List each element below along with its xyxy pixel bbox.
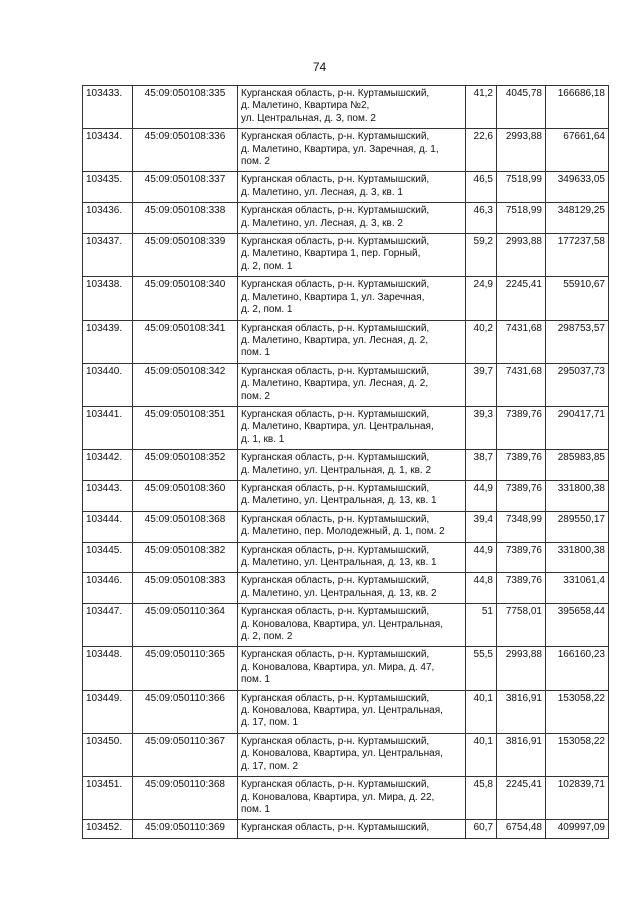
- address-cell: [238, 86, 466, 129]
- area-cell: 41,2: [466, 86, 497, 129]
- table-row: [83, 86, 609, 129]
- table-row: [83, 480, 609, 511]
- cadastral-value-cell: 55910,67: [546, 277, 609, 320]
- table-row: [83, 172, 609, 203]
- address-line: д. Малетино, ул. Центральная, д. 1, кв. 2: [241, 464, 432, 476]
- address-line: д. 2, пом. 1: [241, 304, 293, 316]
- unit-value-cell: 7431,68: [497, 363, 546, 406]
- address-line: д. Коновалова, Квартира, ул. Центральная,: [241, 705, 443, 717]
- row-number-cell: 103440.: [83, 363, 133, 406]
- row-number-cell: 103445.: [83, 542, 133, 573]
- table-row: [83, 234, 609, 277]
- address-line: д. Малетино, ул. Центральная, д. 13, кв. 2: [241, 587, 437, 599]
- cadastral-number-cell: 45:09:050108:351: [133, 406, 238, 449]
- unit-value-cell: 7518,99: [497, 172, 546, 203]
- address-line: Курганская область, р-н. Куртамышский,: [241, 408, 430, 420]
- row-number-cell: 103439.: [83, 320, 133, 363]
- unit-value-cell: 2245,41: [497, 777, 546, 820]
- address-cell: [238, 450, 466, 481]
- cadastral-value-cell: 298753,57: [546, 320, 609, 363]
- cadastral-value-cell: 290417,71: [546, 406, 609, 449]
- unit-value-cell: 2993,88: [497, 647, 546, 690]
- row-number-cell: 103448.: [83, 647, 133, 690]
- address-cell: [238, 733, 466, 776]
- address-cell: [238, 480, 466, 511]
- address-line: пом. 2: [241, 156, 270, 168]
- cadastral-value-cell: 348129,25: [546, 203, 609, 234]
- area-cell: 44,9: [466, 480, 497, 511]
- address-line: д. Малетино, Квартира, ул. Лесная, д. 2,: [241, 378, 429, 390]
- area-cell: 40,2: [466, 320, 497, 363]
- address-cell: [238, 277, 466, 320]
- cadastral-number-cell: 45:09:050108:360: [133, 480, 238, 511]
- area-cell: 46,3: [466, 203, 497, 234]
- table-row: [83, 733, 609, 776]
- row-number-cell: 103442.: [83, 450, 133, 481]
- row-number-cell: 103433.: [83, 86, 133, 129]
- row-number-cell: 103438.: [83, 277, 133, 320]
- address-cell: [238, 406, 466, 449]
- address-line: Курганская область, р-н. Куртамышский,: [241, 482, 430, 494]
- address-cell: [238, 363, 466, 406]
- table-row: [83, 777, 609, 820]
- address-line: Курганская область, р-н. Куртамышский,: [241, 649, 430, 661]
- area-cell: 39,3: [466, 406, 497, 449]
- cadastral-value-cell: 166686,18: [546, 86, 609, 129]
- table-row: [83, 573, 609, 604]
- cadastral-value-cell: 331800,38: [546, 542, 609, 573]
- address-line: Курганская область, р-н. Куртамышский,: [241, 513, 430, 525]
- unit-value-cell: 7389,76: [497, 450, 546, 481]
- address-line: д. Малетино, Квартира, ул. Центральная,: [241, 421, 434, 433]
- area-cell: 40,1: [466, 690, 497, 733]
- address-cell: [238, 573, 466, 604]
- address-cell: [238, 203, 466, 234]
- address-line: Курганская область, р-н. Куртамышский,: [241, 322, 430, 334]
- address-line: Курганская область, р-н. Куртамышский,: [241, 174, 430, 186]
- address-line: д. Малетино, пер. Молодежный, д. 1, пом. 2: [241, 526, 445, 538]
- cadastral-value-cell: 285983,85: [546, 450, 609, 481]
- address-line: д. Малетино, ул. Лесная, д. 3, кв. 1: [241, 186, 403, 198]
- row-number-cell: 103451.: [83, 777, 133, 820]
- address-line: д. Коновалова, Квартира, ул. Центральная,: [241, 618, 443, 630]
- table-row: [83, 363, 609, 406]
- address-cell: [238, 542, 466, 573]
- cadastral-value-cell: 67661,64: [546, 129, 609, 172]
- cadastral-value-cell: 177237,58: [546, 234, 609, 277]
- cadastral-value-cell: 153058,22: [546, 690, 609, 733]
- cadastral-number-cell: 45:09:050110:365: [133, 647, 238, 690]
- table-row: [83, 129, 609, 172]
- address-cell: [238, 604, 466, 647]
- cadastral-value-cell: 331800,38: [546, 480, 609, 511]
- unit-value-cell: 4045,78: [497, 86, 546, 129]
- address-cell: [238, 777, 466, 820]
- area-cell: 51: [466, 604, 497, 647]
- area-cell: 24,9: [466, 277, 497, 320]
- page-number: 74: [312, 60, 327, 74]
- cadastral-number-cell: 45:09:050110:364: [133, 604, 238, 647]
- cadastral-number-cell: 45:09:050110:366: [133, 690, 238, 733]
- unit-value-cell: 7758,01: [497, 604, 546, 647]
- table-row: [83, 320, 609, 363]
- address-cell: [238, 511, 466, 542]
- address-line: Курганская область, р-н. Куртамышский,: [241, 279, 430, 291]
- cadastral-number-cell: 45:09:050110:369: [133, 820, 238, 838]
- cadastral-value-cell: 289550,17: [546, 511, 609, 542]
- cadastral-number-cell: 45:09:050108:342: [133, 363, 238, 406]
- address-line: Курганская область, р-н. Куртамышский,: [241, 606, 430, 618]
- address-line: д. Коновалова, Квартира, ул. Мира, д. 47,: [241, 661, 435, 673]
- address-line: пом. 1: [241, 347, 270, 359]
- unit-value-cell: 7348,99: [497, 511, 546, 542]
- address-cell: [238, 129, 466, 172]
- address-line: Курганская область, р-н. Куртамышский,: [241, 452, 430, 464]
- area-cell: 22,6: [466, 129, 497, 172]
- cadastral-value-cell: 166160,23: [546, 647, 609, 690]
- area-cell: 44,9: [466, 542, 497, 573]
- table-row: [83, 450, 609, 481]
- cadastral-number-cell: 45:09:050108:352: [133, 450, 238, 481]
- address-cell: [238, 172, 466, 203]
- address-line: пом. 1: [241, 803, 270, 815]
- table-row: [83, 511, 609, 542]
- area-cell: 39,4: [466, 511, 497, 542]
- cadastral-number-cell: 45:09:050110:368: [133, 777, 238, 820]
- cadastral-number-cell: 45:09:050108:338: [133, 203, 238, 234]
- row-number-cell: 103452.: [83, 820, 133, 838]
- address-cell: [238, 647, 466, 690]
- address-cell: [238, 820, 466, 838]
- table-row: [83, 690, 609, 733]
- cadastral-value-cell: 295037,73: [546, 363, 609, 406]
- address-line: д. Коновалова, Квартира, ул. Мира, д. 22,: [241, 791, 435, 803]
- address-line: д. Малетино, ул. Центральная, д. 13, кв. 1: [241, 495, 437, 507]
- address-line: Курганская область, р-н. Куртамышский,: [241, 735, 430, 747]
- address-line: д. 2, пом. 1: [241, 260, 293, 272]
- table-row: [83, 647, 609, 690]
- address-line: д. 17, пом. 1: [241, 717, 299, 729]
- cadastral-number-cell: 45:09:050108:337: [133, 172, 238, 203]
- table-row: [83, 277, 609, 320]
- address-line: Курганская область, р-н. Куртамышский,: [241, 779, 430, 791]
- address-line: д. Малетино, Квартира №2,: [241, 100, 370, 112]
- cadastral-number-cell: 45:09:050108:341: [133, 320, 238, 363]
- address-line: Курганская область, р-н. Куртамышский,: [241, 88, 430, 99]
- area-cell: 59,2: [466, 234, 497, 277]
- address-line: Курганская область, р-н. Куртамышский,: [241, 575, 430, 587]
- cadastral-value-cell: 349633,05: [546, 172, 609, 203]
- cadastral-value-cell: 395658,44: [546, 604, 609, 647]
- address-line: д. Малетино, Квартира 1, пер. Горный,: [241, 248, 421, 260]
- address-line: Курганская область, р-н. Куртамышский,: [241, 544, 430, 556]
- area-cell: 38,7: [466, 450, 497, 481]
- area-cell: 40,1: [466, 733, 497, 776]
- area-cell: 44,8: [466, 573, 497, 604]
- property-registry-table: [82, 85, 609, 839]
- table-row: [83, 820, 609, 838]
- unit-value-cell: 6754,48: [497, 820, 546, 838]
- address-line: Курганская область, р-н. Куртамышский,: [241, 131, 430, 143]
- address-line: пом. 1: [241, 674, 270, 686]
- cadastral-value-cell: 331061,4: [546, 573, 609, 604]
- cadastral-number-cell: 45:09:050108:336: [133, 129, 238, 172]
- cadastral-value-cell: 153058,22: [546, 733, 609, 776]
- address-line: д. 1, кв. 1: [241, 433, 285, 445]
- table-row: [83, 406, 609, 449]
- row-number-cell: 103449.: [83, 690, 133, 733]
- area-cell: 46,5: [466, 172, 497, 203]
- unit-value-cell: 7389,76: [497, 542, 546, 573]
- cadastral-number-cell: 45:09:050108:368: [133, 511, 238, 542]
- address-line: д. 17, пом. 2: [241, 760, 299, 772]
- address-line: Курганская область, р-н. Куртамышский,: [241, 365, 430, 377]
- address-line: ул. Центральная, д. 3, пом. 2: [241, 112, 376, 124]
- row-number-cell: 103443.: [83, 480, 133, 511]
- row-number-cell: 103446.: [83, 573, 133, 604]
- address-line: д. Коновалова, Квартира, ул. Центральная,: [241, 748, 443, 760]
- unit-value-cell: 7518,99: [497, 203, 546, 234]
- address-cell: [238, 320, 466, 363]
- unit-value-cell: 7389,76: [497, 406, 546, 449]
- cadastral-number-cell: 45:09:050108:340: [133, 277, 238, 320]
- address-line: Курганская область, р-н. Куртамышский,: [241, 236, 430, 248]
- table-row: [83, 604, 609, 647]
- address-line: д. Малетино, ул. Лесная, д. 3, кв. 2: [241, 217, 403, 229]
- table-row: [83, 203, 609, 234]
- address-line: Курганская область, р-н. Куртамышский,: [241, 692, 430, 704]
- unit-value-cell: 2993,88: [497, 234, 546, 277]
- area-cell: 60,7: [466, 820, 497, 838]
- row-number-cell: 103441.: [83, 406, 133, 449]
- row-number-cell: 103436.: [83, 203, 133, 234]
- unit-value-cell: 7389,76: [497, 480, 546, 511]
- registry-body: [83, 86, 609, 839]
- address-line: д. Малетино, ул. Центральная, д. 13, кв. 1: [241, 557, 437, 568]
- row-number-cell: 103450.: [83, 733, 133, 776]
- cadastral-number-cell: 45:09:050108:382: [133, 542, 238, 573]
- unit-value-cell: 7389,76: [497, 573, 546, 604]
- address-line: Курганская область, р-н. Куртамышский,: [241, 205, 430, 217]
- address-cell: [238, 690, 466, 733]
- address-line: д. Малетино, Квартира 1, ул. Заречная,: [241, 291, 425, 303]
- row-number-cell: 103434.: [83, 129, 133, 172]
- cadastral-number-cell: 45:09:050108:339: [133, 234, 238, 277]
- cadastral-value-cell: 102839,71: [546, 777, 609, 820]
- address-line: д. Малетино, Квартира, ул. Лесная, д. 2,: [241, 334, 429, 346]
- row-number-cell: 103447.: [83, 604, 133, 647]
- cadastral-number-cell: 45:09:050108:383: [133, 573, 238, 604]
- address-line: пом. 2: [241, 390, 270, 402]
- area-cell: 55,5: [466, 647, 497, 690]
- address-line: д. Малетино, Квартира, ул. Заречная, д. 1,: [241, 143, 439, 155]
- row-number-cell: 103437.: [83, 234, 133, 277]
- unit-value-cell: 3816,91: [497, 690, 546, 733]
- table-row: [83, 542, 609, 573]
- cadastral-value-cell: 409997,09: [546, 820, 609, 838]
- unit-value-cell: 7431,68: [497, 320, 546, 363]
- cadastral-number-cell: 45:09:050110:367: [133, 733, 238, 776]
- unit-value-cell: 3816,91: [497, 733, 546, 776]
- address-cell: [238, 234, 466, 277]
- unit-value-cell: 2245,41: [497, 277, 546, 320]
- unit-value-cell: 2993,88: [497, 129, 546, 172]
- area-cell: 39,7: [466, 363, 497, 406]
- address-line: д. 2, пом. 2: [241, 631, 293, 643]
- row-number-cell: 103444.: [83, 511, 133, 542]
- area-cell: 45,8: [466, 777, 497, 820]
- cadastral-number-cell: 45:09:050108:335: [133, 86, 238, 129]
- address-line: Курганская область, р-н. Куртамышский,: [241, 822, 430, 834]
- row-number-cell: 103435.: [83, 172, 133, 203]
